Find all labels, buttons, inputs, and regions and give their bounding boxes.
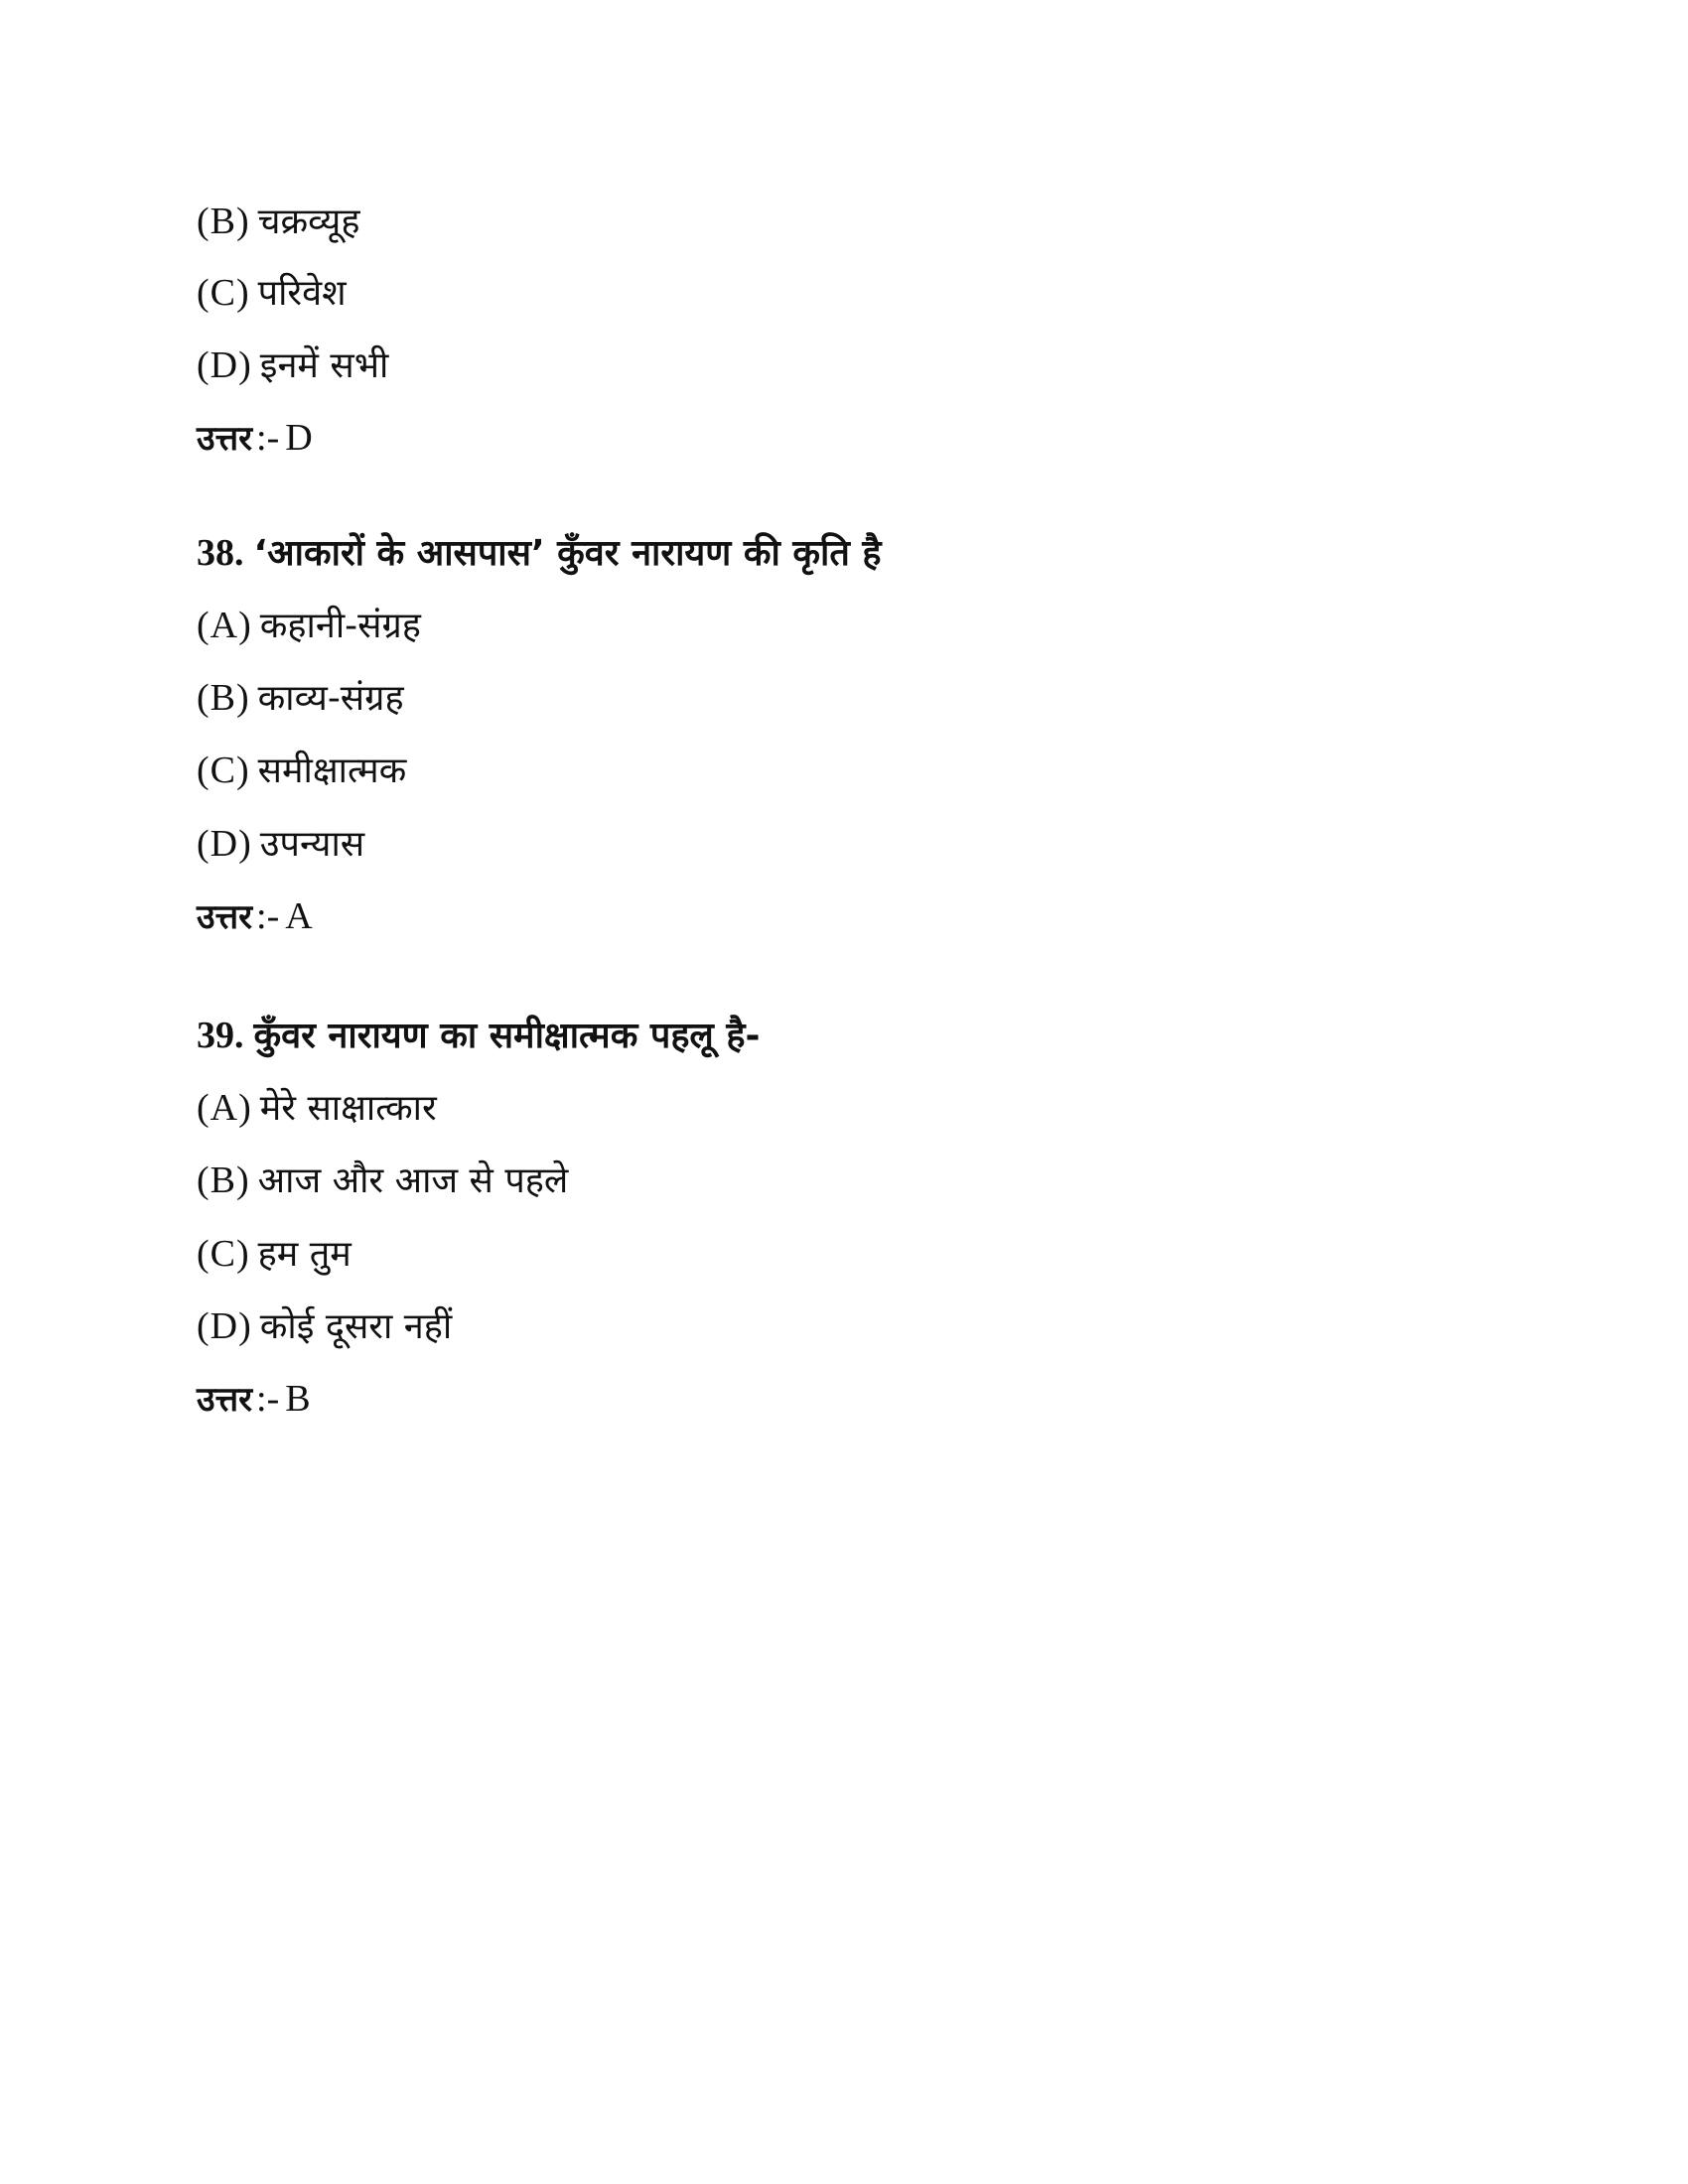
option-label: (A) [197,605,252,646]
option-b [197,197,359,247]
option-label: (B) [197,1160,250,1201]
question-number: 39. [197,1015,244,1056]
option-label: (D) [197,1305,252,1347]
answer-separator: :- [256,1378,280,1420]
option-text: मेरे साक्षात्कार [259,1088,437,1129]
question-number: 38. [197,532,244,574]
answer-line [197,891,313,942]
option-text: परिवेश [257,273,347,314]
option-b [197,1156,568,1206]
answer-separator: :- [256,895,280,937]
question-text: कुँवर नारायण का समीक्षात्मक पहलू है- [253,1016,761,1056]
option-a [197,601,421,651]
option-label: (D) [197,823,252,865]
option-label: (C) [197,272,250,314]
option-text: कहानी-संग्रह [259,606,421,646]
option-text: चक्रव्यूह [257,202,360,242]
option-text: आज और आज से पहले [257,1160,569,1201]
answer-key: उत्तर [197,1380,253,1420]
option-label: (D) [197,344,252,386]
option-c [197,1229,352,1280]
option-text: उपन्यास [259,824,365,865]
answer-value: D [285,417,313,459]
option-text: कोई दूसरा नहीं [259,1306,453,1347]
option-text: काव्य-संग्रह [257,678,404,719]
option-c [197,746,406,796]
option-label: (C) [197,750,250,791]
question-39 [197,1011,760,1061]
option-text: हम तुम [257,1234,352,1275]
option-d [197,341,388,391]
option-label: (A) [197,1087,252,1129]
question-text: ‘आकारों के आसपास’ कुँवर नारायण की कृति है [253,533,882,574]
option-a [197,1083,437,1134]
question-38 [197,528,882,579]
answer-value: A [285,895,313,937]
option-label: (B) [197,677,250,719]
option-d [197,819,364,870]
answer-value: B [285,1378,311,1420]
option-label: (C) [197,1233,250,1275]
option-b [197,673,404,724]
option-text: समीक्षात्मक [257,751,407,791]
answer-separator: :- [256,417,280,459]
option-c [197,268,347,319]
option-d [197,1301,452,1352]
answer-line [197,1374,311,1425]
answer-key: उत्तर [197,419,253,459]
answer-line [197,413,313,464]
option-text: इनमें सभी [259,345,389,386]
answer-key: उत्तर [197,897,253,937]
option-label: (B) [197,201,250,242]
